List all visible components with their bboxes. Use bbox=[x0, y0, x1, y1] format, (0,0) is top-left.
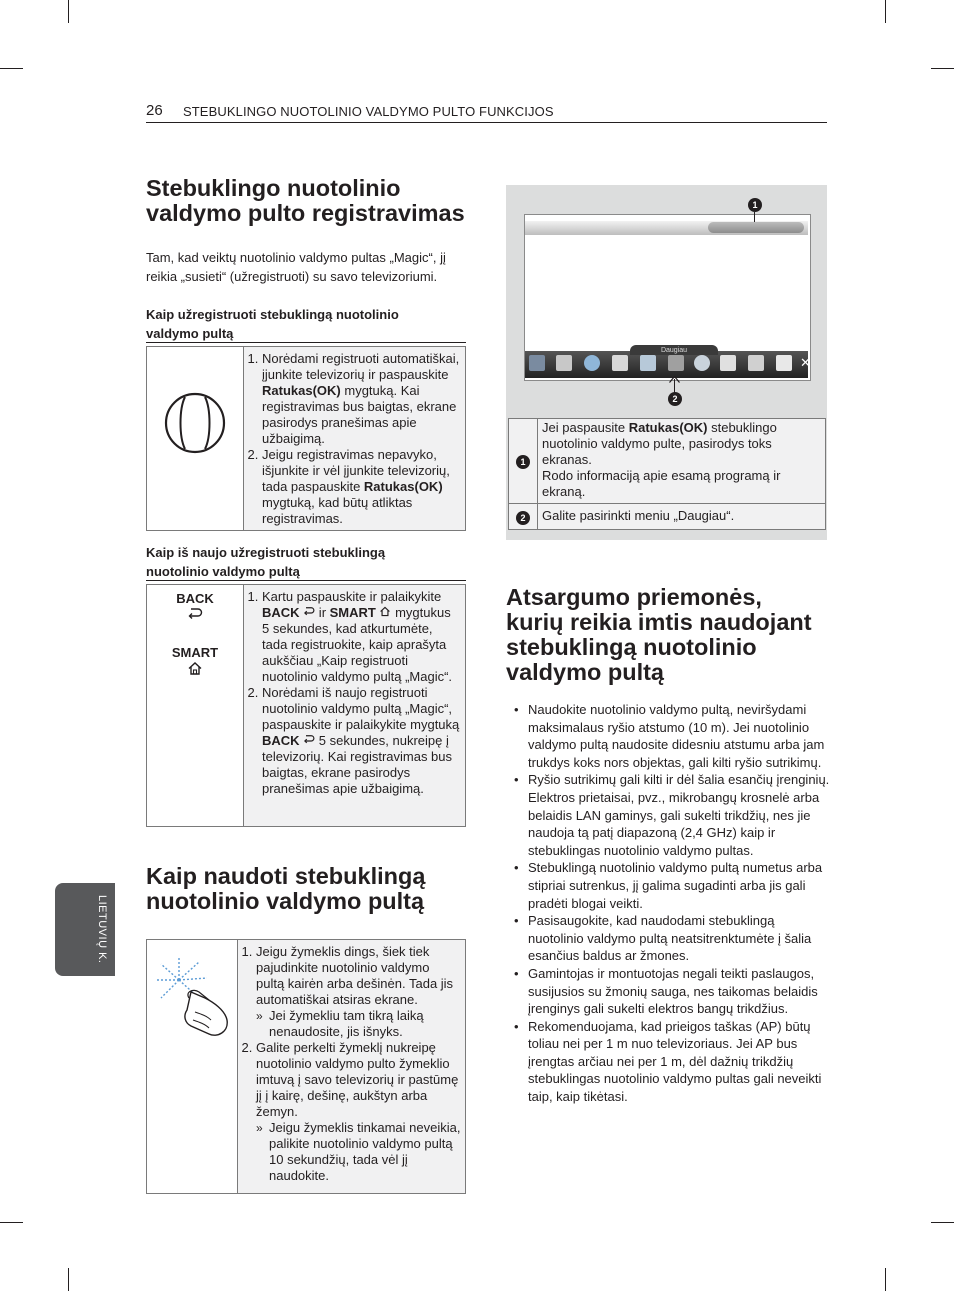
reregister-subheading: Kaip iš naujo užregistruoti stebuklingą nuotolinio valdymo pultą bbox=[146, 545, 386, 579]
reregister-steps-cell bbox=[244, 585, 466, 827]
back-key-label: BACK bbox=[176, 591, 214, 606]
tv-info-row-2: Galite pasirinkti meniu „Daugiau“. bbox=[538, 504, 826, 530]
reregister-step-1: 1. Kartu paspauskite ir palaikykite BACK ir SMART mygtukus 5 sekundes, kad atkurtumėte, tada registruokite, kaip aprašyta aukščiau „Kaip registruoti nuotolinio valdymo pultą „Magic“. bbox=[262, 589, 461, 685]
crop-mark bbox=[931, 1222, 954, 1223]
running-title: STEBUKLINGO NUOTOLINIO VALDYMO PULTO FUNKCIJOS bbox=[183, 104, 554, 119]
dock-more-tab: Daugiau bbox=[630, 345, 718, 355]
language-tab bbox=[55, 883, 115, 976]
register-step-2: 2. Jeigu registravimas nepavyko, išjunkite ir vėl įjunkite televizorių, tada paspauskite Ratukas(OK) mygtuką, kad būtų atliktas registravimas. bbox=[262, 447, 461, 527]
wheel-button-illustration bbox=[147, 347, 244, 531]
dock-browser-icon bbox=[584, 355, 600, 371]
row-marker-cell: 1 bbox=[509, 419, 538, 504]
dock-settings-icon bbox=[556, 355, 572, 371]
registration-title: Stebuklingo nuotolinio valdymo pulto registravimas bbox=[146, 175, 465, 226]
usage-step-1-note: » Jei žymekliu tam tikrą laiką nenaudosite, jis išnyks. bbox=[269, 1008, 461, 1040]
callout-marker-2: 2 bbox=[668, 392, 682, 406]
precaution-item: • Rekomenduojama, kad prieigos taškas (AP) būtų toliau nei per 1 m nuo televizoriaus. Jei AP bus įrengtas arčiau nei per 1 m, dėl dažnių trikdžių stebuklingas nuotolinio valdymo pultas gali neveikti taip, kaip tikėtasi. bbox=[506, 1018, 830, 1106]
crop-mark bbox=[885, 1268, 886, 1291]
precaution-item: • Naudokite nuotolinio valdymo pultą, neviršydami maksimalaus ryšio atstumo (10 m). Jei nuotolinio valdymo pultą naudosite didesniu atstumu arba jam trukdys koks nors objektas, gali kilti ryšio sutrikimų. bbox=[506, 701, 830, 771]
usage-title: Kaip naudoti stebuklingą nuotolinio valdymo pultą bbox=[146, 863, 426, 914]
back-icon bbox=[303, 606, 315, 617]
dock-input-icon bbox=[776, 355, 792, 371]
crop-mark bbox=[0, 68, 23, 69]
row-marker-cell: 2 bbox=[509, 504, 538, 530]
register-steps-cell bbox=[244, 347, 466, 531]
precaution-item: • Stebuklingą nuotolinio valdymo pultą numetus arba stipriai sutrenkus, jį galima sugadinti arba jis gali pradėti blogai veikti. bbox=[506, 859, 830, 912]
precautions-list bbox=[506, 701, 830, 1106]
crop-mark bbox=[68, 0, 69, 23]
dock-clock-icon bbox=[694, 355, 710, 371]
register-subheading: Kaip užregistruoti stebuklingą nuotolinio valdymo pultą bbox=[146, 307, 399, 341]
reregister-table bbox=[146, 584, 466, 827]
pointer-illustration bbox=[147, 940, 238, 1194]
dock-list-icon bbox=[748, 355, 764, 371]
precaution-item: • Ryšio sutrikimų gali kilti ir dėl šalia esančių įrenginių. Elektros prietaisai, pvz., mikrobangų krosnelė arba belaidis LAN gaminys, gali sukelti trikdžių, nes jie naudoja tą patį diapazoną (2,4 GHz) kaip ir stebuklingas nuotolinio valdymo pultas. bbox=[506, 771, 830, 859]
header-rule bbox=[146, 122, 827, 123]
dock-more-icon bbox=[668, 355, 684, 371]
home-icon bbox=[379, 606, 391, 617]
keys-cell bbox=[147, 585, 244, 827]
callout-line bbox=[754, 212, 755, 222]
callout-arrow-icon bbox=[669, 376, 680, 383]
dock-search-icon bbox=[612, 355, 628, 371]
hand-remote-icon bbox=[147, 940, 237, 1188]
subheading-rule bbox=[146, 580, 466, 581]
crop-mark bbox=[68, 1268, 69, 1291]
callout-marker-1: 1 bbox=[748, 198, 762, 212]
crop-mark bbox=[931, 68, 954, 69]
crop-mark bbox=[885, 0, 886, 23]
usage-steps-cell bbox=[238, 940, 466, 1194]
usage-step-2: 2. Galite perkelti žymeklį nukreipę nuotolinio valdymo pulto žymeklio imtuvą į savo televizorių ir pastūmę jį į kairę, dešinę, aukštyn arba žemyn. » Jeigu žymeklis tinkamai neveikia, palikite nuotolinio valdymo pultą 10 sekundžių, tada vėl jį naudokite. bbox=[256, 1040, 461, 1184]
back-icon bbox=[303, 734, 315, 745]
page-number: 26 bbox=[146, 102, 163, 119]
crop-mark bbox=[0, 1222, 23, 1223]
tv-info-table bbox=[508, 418, 826, 530]
home-icon bbox=[187, 661, 203, 676]
dock-guide-icon bbox=[720, 355, 736, 371]
precaution-item: • Gamintojas ir montuotojas negali teikti paslaugos, susijusios su žmonių sauga, nes taikomas belaidis įrenginys gali sukelti elektros bangų trikdžius. bbox=[506, 965, 830, 1018]
subheading-rule bbox=[146, 342, 466, 343]
wheel-icon bbox=[147, 347, 243, 525]
reregister-step-2: 2. Norėdami iš naujo registruoti nuotolinio valdymo pultą „Magic“, paspauskite ir palaikykite mygtuką BACK 5 sekundes, nukreipę į televizorių. Kai registravimas bus baigtas, ekrane pasirodys pranešimas apie užbaigimą. bbox=[262, 685, 461, 797]
precaution-item: • Pasisaugokite, kad naudodami stebuklingą nuotolinio valdymo pultą neatsitrenktumėte į šalia esančius baldus ar žmones. bbox=[506, 912, 830, 965]
register-table bbox=[146, 346, 466, 531]
usage-step-1: 1. Jeigu žymeklis dings, šiek tiek pajudinkite nuotolinio valdymo pultą kairėn arba dešinėn. Tada jis automatiškai atsiras ekrane. » Jei žymekliu tam tikrą laiką nenaudosite, jis išnyks. bbox=[256, 944, 461, 1040]
dock-tv-icon bbox=[640, 355, 656, 371]
register-step-1: 1. Norėdami registruoti automatiškai, įjunkite televizorių ir paspauskite Ratukas(OK) mygtuką. Kai registravimas bus baigtas, ekrane pasirodys pranešimas apie užbaigimą. bbox=[262, 351, 461, 447]
smart-key-label: SMART bbox=[171, 645, 219, 660]
language-tab-label: LIETUVIŲ K. bbox=[96, 895, 108, 964]
usage-table bbox=[146, 939, 466, 1194]
registration-intro: Tam, kad veiktų nuotolinio valdymo pultas „Magic“, jį reikia „susieti“ (užregistruoti) su savo televizoriumi. bbox=[146, 250, 446, 284]
usage-step-2-note: » Jeigu žymeklis tinkamai neveikia, palikite nuotolinio valdymo pultą 10 sekundžių, tada vėl jį naudokite. bbox=[269, 1120, 461, 1184]
back-icon bbox=[187, 607, 203, 621]
tv-info-pill bbox=[708, 222, 804, 233]
dock-close-icon: ✕ bbox=[800, 355, 811, 370]
dock-app-icon bbox=[529, 355, 545, 371]
precautions-title: Atsargumo priemonės, kurių reikia imtis naudojant stebuklingą nuotolinio valdymo pultą bbox=[506, 584, 812, 685]
tv-info-row-1: Jei paspausite Ratukas(OK) stebuklingo nuotolinio valdymo pulte, pasirodys toks ekranas. Rodo informaciją apie esamą programą ir ekraną. bbox=[538, 419, 826, 504]
